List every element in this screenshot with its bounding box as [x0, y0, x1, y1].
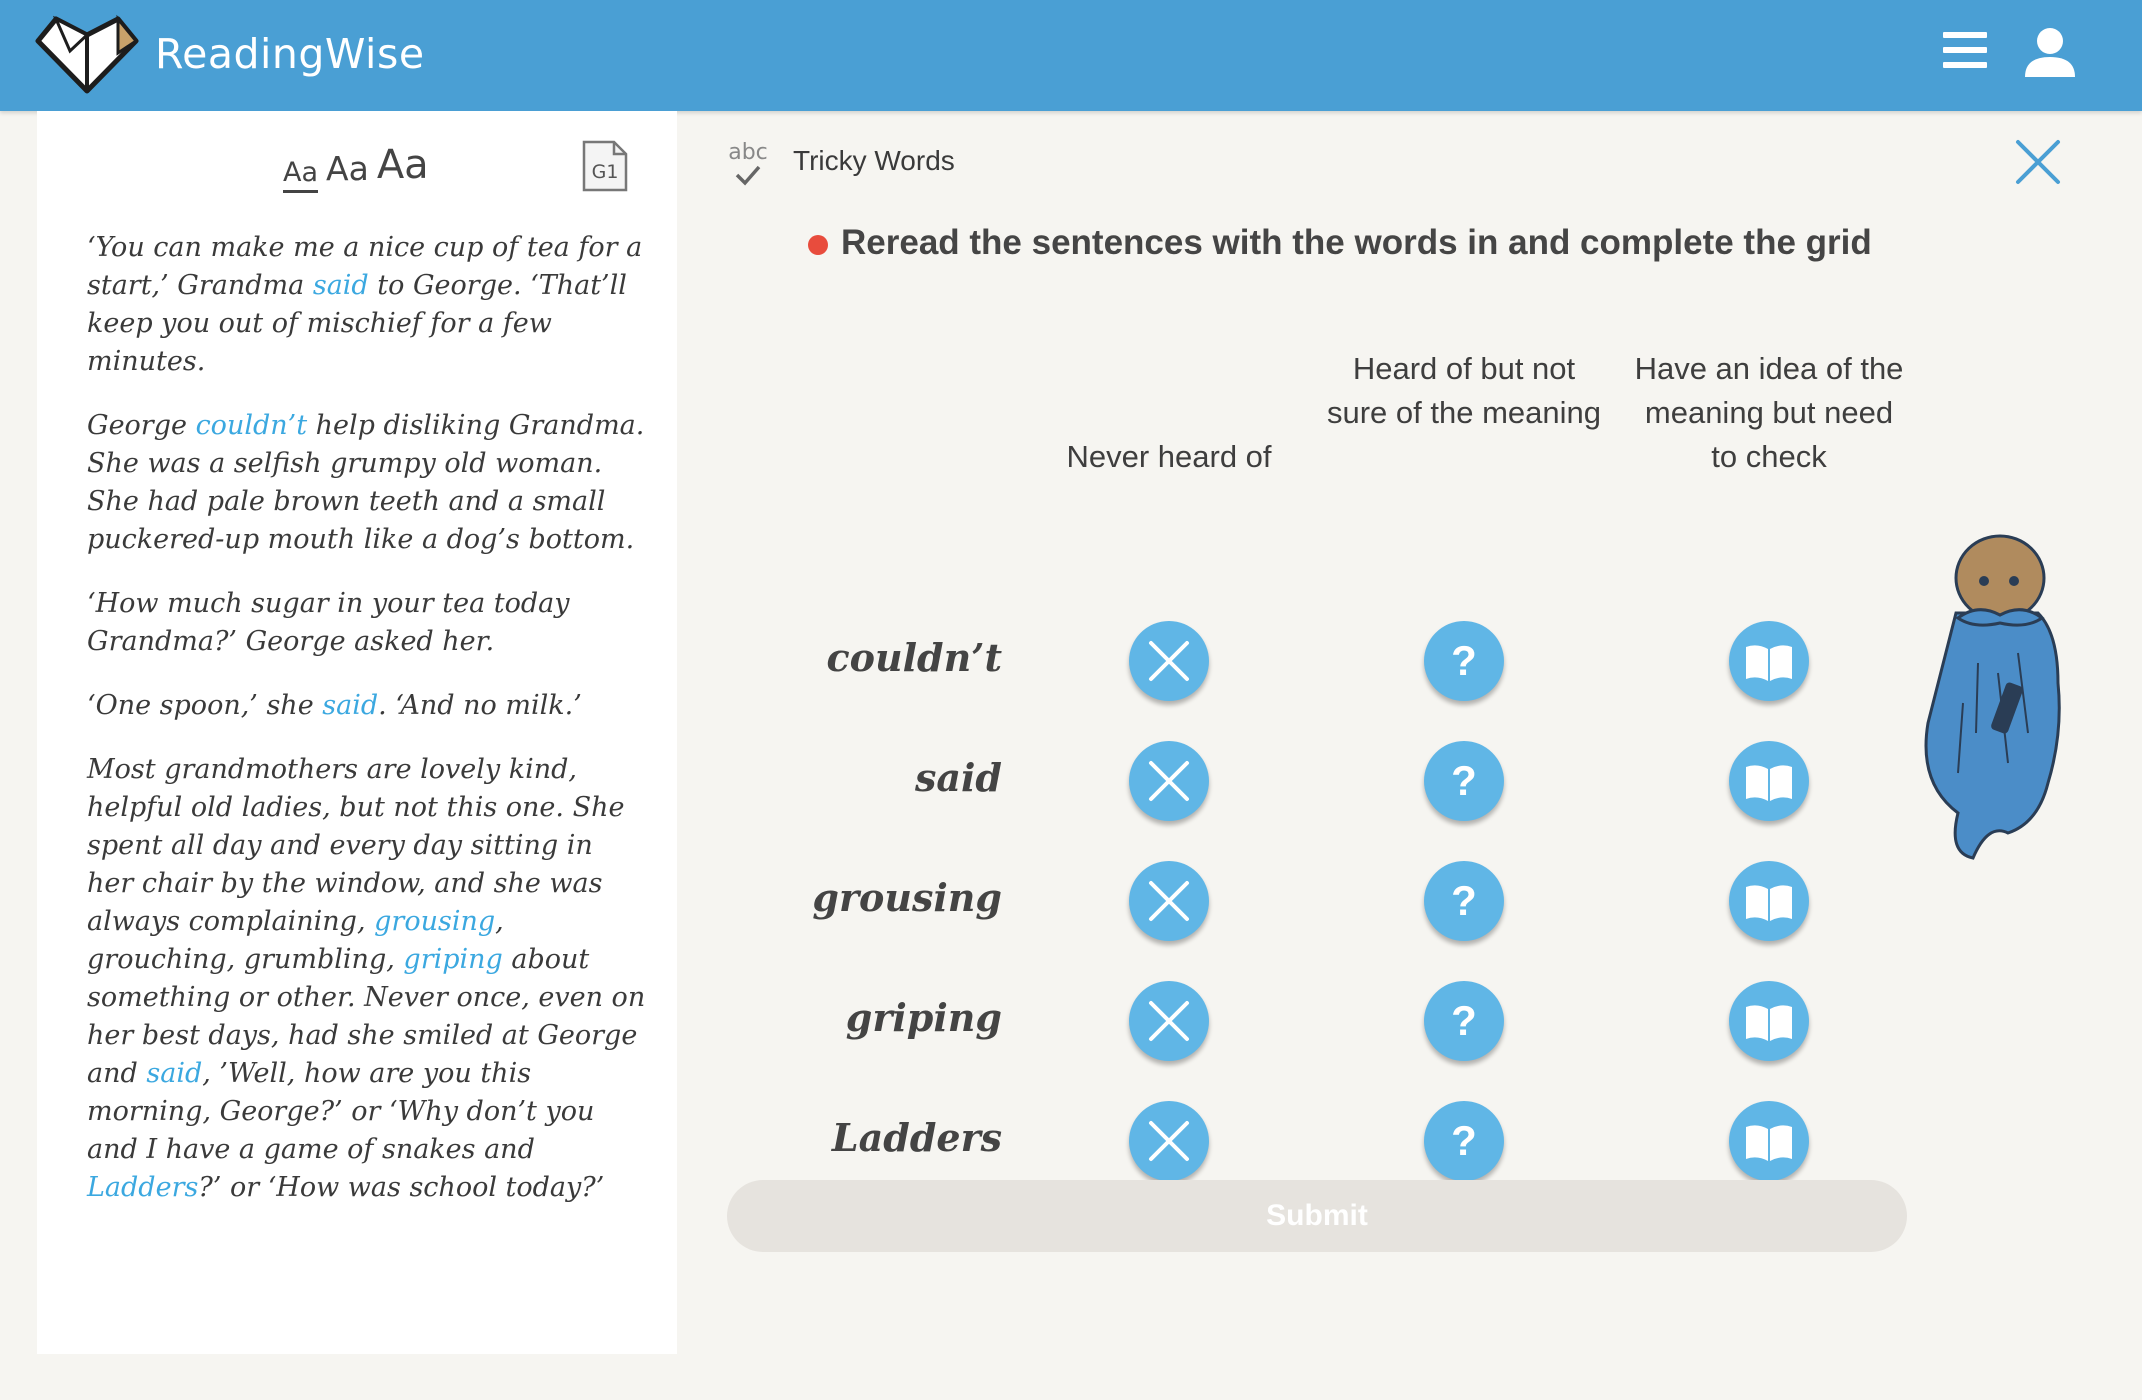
hamburger-menu-icon[interactable]	[1943, 30, 1987, 70]
instruction-bullet	[808, 235, 828, 255]
highlighted-word[interactable]: said	[146, 1058, 203, 1089]
cross-icon	[1129, 861, 1209, 941]
story-text-segment: help disliking Grandma. She was a selfish grumpy old woman. She had pale brown teeth and a small puckered-up mouth like a dog’s bottom.	[87, 410, 645, 555]
question-mark-icon	[1424, 621, 1504, 701]
word-label: said	[914, 755, 1002, 800]
never-heard-option[interactable]	[1129, 621, 1209, 701]
not-sure-option[interactable]	[1424, 741, 1504, 821]
document-level-icon[interactable]	[581, 139, 629, 193]
cross-icon	[1129, 981, 1209, 1061]
word-label: griping	[845, 995, 1002, 1040]
word-label: grousing	[812, 875, 1002, 920]
story-text-segment: about something or other. Never once, even on her best days, had she smiled at George and	[87, 944, 646, 1089]
story-paragraph	[87, 229, 647, 381]
need-check-option[interactable]	[1729, 1101, 1809, 1181]
font-size-medium-button[interactable]: Aa	[326, 149, 369, 188]
highlighted-word[interactable]: grousing	[374, 906, 496, 937]
spelling-check-icon	[727, 137, 769, 193]
never-heard-option[interactable]	[1129, 861, 1209, 941]
close-icon[interactable]	[2013, 137, 2063, 187]
font-size-large-button[interactable]: Aa	[376, 142, 429, 188]
spelling-icon-label: abc	[728, 140, 768, 165]
submit-button[interactable]: Submit	[727, 1180, 1907, 1252]
open-book-icon	[1729, 621, 1809, 701]
story-text-segment: ‘You can make me a nice cup of tea for a start,’ Grandma	[87, 232, 643, 301]
never-heard-option[interactable]	[1129, 1101, 1209, 1181]
question-mark-icon	[1424, 741, 1504, 821]
story-text	[87, 229, 647, 1233]
story-paragraph	[87, 585, 647, 661]
need-check-option[interactable]	[1729, 981, 1809, 1061]
not-sure-option[interactable]	[1424, 861, 1504, 941]
not-sure-option[interactable]	[1424, 981, 1504, 1061]
story-paragraph	[87, 687, 647, 725]
activity-title: Tricky Words	[793, 145, 955, 176]
cross-icon	[1129, 1101, 1209, 1181]
reading-panel	[37, 111, 677, 1354]
question-mark-icon	[1424, 981, 1504, 1061]
readingwise-logo-icon[interactable]	[34, 13, 140, 95]
story-text-segment: ‘One spoon,’ she	[87, 690, 323, 721]
story-text-segment: George	[87, 410, 196, 441]
column-header-idea-need-check: Have an idea of the meaning but need to check	[1634, 351, 1904, 474]
highlighted-word[interactable]: couldn’t	[195, 410, 308, 441]
need-check-option[interactable]	[1729, 861, 1809, 941]
font-size-small-button[interactable]: Aa	[283, 157, 318, 193]
column-header-heard-not-sure: Heard of but not sure of the meaning	[1326, 351, 1601, 430]
column-header-never-heard: Never heard of	[1066, 439, 1272, 474]
top-bar	[0, 0, 2142, 111]
svg-text:?: ?	[1451, 1117, 1477, 1164]
doc-badge-label: G1	[591, 161, 619, 183]
highlighted-word[interactable]: Ladders	[87, 1172, 199, 1203]
svg-text:?: ?	[1451, 757, 1477, 804]
user-profile-icon[interactable]	[2023, 27, 2077, 79]
story-text-segment: . ‘And no milk.’	[378, 690, 582, 721]
cross-icon	[1129, 741, 1209, 821]
svg-text:?: ?	[1451, 997, 1477, 1044]
highlighted-word[interactable]: said	[322, 690, 379, 721]
never-heard-option[interactable]	[1129, 981, 1209, 1061]
highlighted-word[interactable]: griping	[403, 944, 503, 975]
question-mark-icon	[1424, 861, 1504, 941]
story-paragraph	[87, 751, 647, 1207]
open-book-icon	[1729, 981, 1809, 1061]
story-text-segment: to George. ‘That’ll keep you out of mischief for a few minutes.	[87, 270, 627, 377]
word-label: couldn’t	[826, 635, 1002, 680]
app-title: ReadingWise	[155, 30, 425, 78]
question-mark-icon	[1424, 1101, 1504, 1181]
story-text-segment: , ’Well, how are you this morning, George?’ or ‘Why don’t you and I have a game of snakes and	[87, 1058, 595, 1165]
svg-text:?: ?	[1451, 637, 1477, 684]
not-sure-option[interactable]	[1424, 1101, 1504, 1181]
word-label: Ladders	[831, 1115, 1002, 1160]
open-book-icon	[1729, 741, 1809, 821]
activity-panel	[700, 111, 2142, 1400]
not-sure-option[interactable]	[1424, 621, 1504, 701]
story-text-segment: , grouching, grumbling,	[87, 906, 504, 975]
need-check-option[interactable]	[1729, 741, 1809, 821]
story-text-segment: ?’ or ‘How was school today?’	[198, 1172, 605, 1203]
svg-text:?: ?	[1451, 877, 1477, 924]
story-paragraph	[87, 407, 647, 559]
instruction-text: Reread the sentences with the words in and complete the grid	[841, 223, 1872, 262]
highlighted-word[interactable]: said	[312, 270, 369, 301]
open-book-icon	[1729, 861, 1809, 941]
wizard-character-icon	[1918, 533, 2078, 873]
story-text-segment: Most grandmothers are lovely kind, helpful old ladies, but not this one. She spent all day and every day sitting in her chair by the window, and she was always complaining,	[87, 754, 625, 937]
need-check-option[interactable]	[1729, 621, 1809, 701]
never-heard-option[interactable]	[1129, 741, 1209, 821]
open-book-icon	[1729, 1101, 1809, 1181]
font-size-selector	[283, 133, 429, 193]
cross-icon	[1129, 621, 1209, 701]
story-text-segment: ‘How much sugar in your tea today Grandma?’ George asked her.	[87, 588, 570, 657]
